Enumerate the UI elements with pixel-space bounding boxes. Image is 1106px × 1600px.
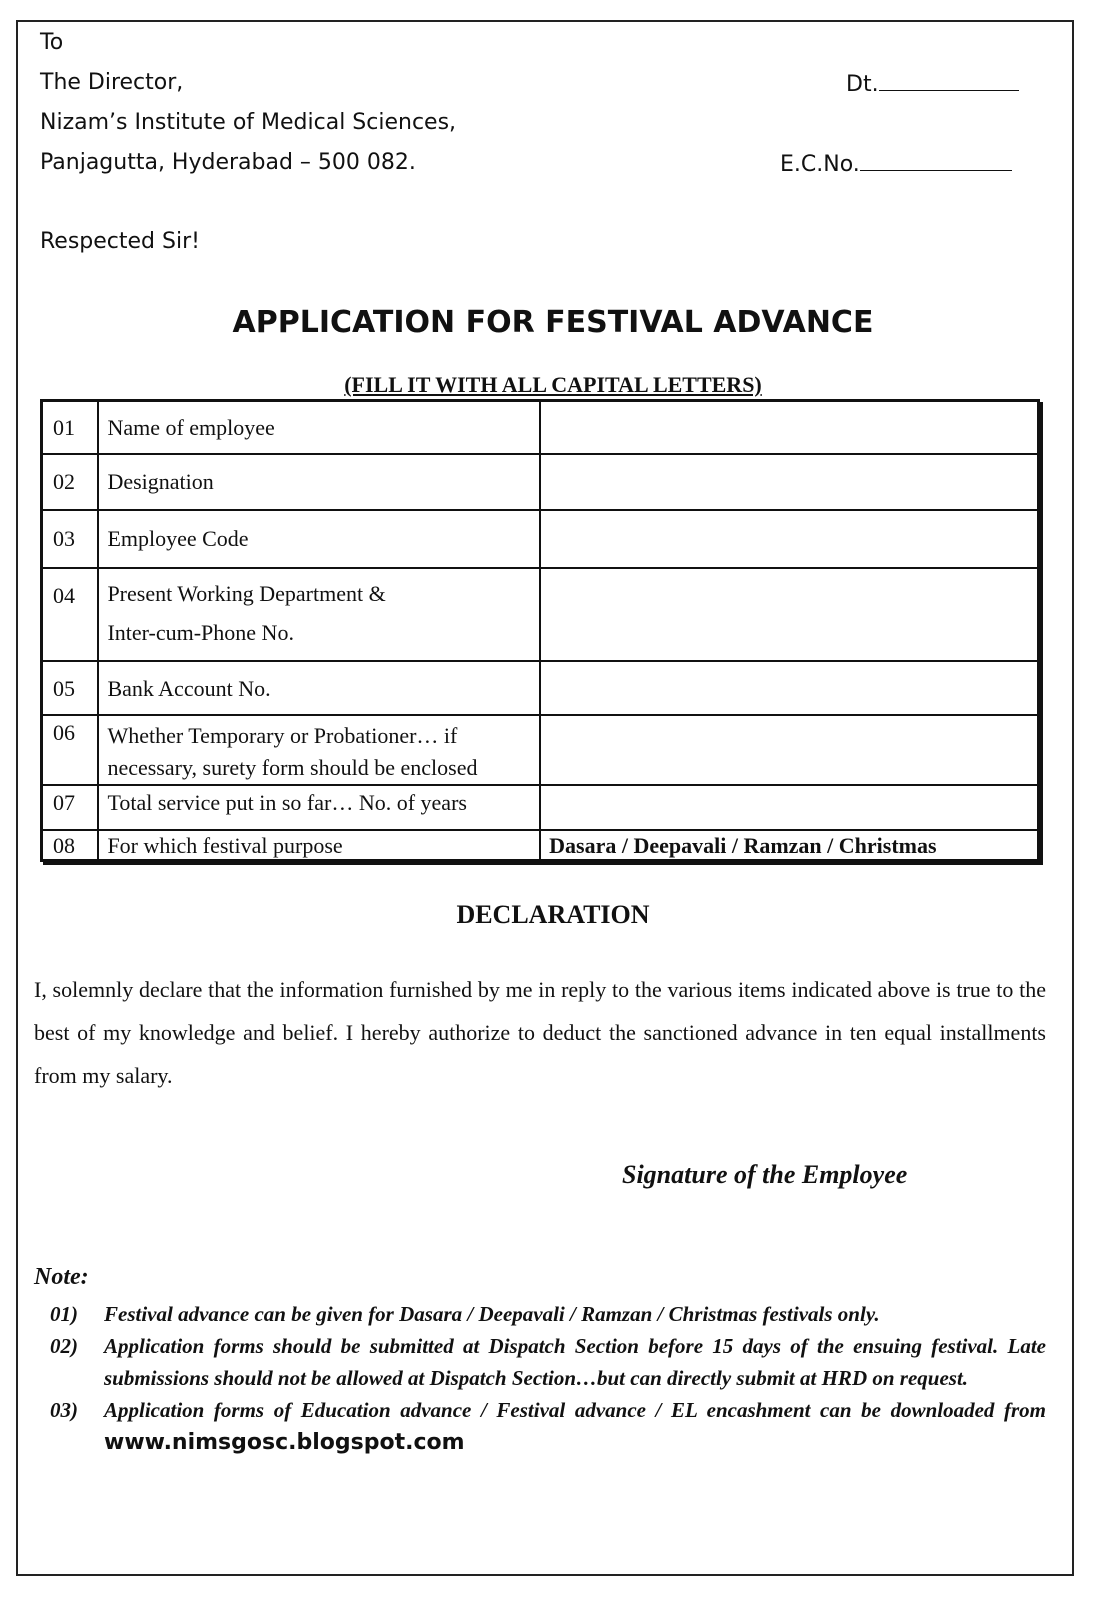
table-row bbox=[42, 510, 1039, 568]
note-number: 01) bbox=[50, 1302, 78, 1326]
date-label: Dt. bbox=[846, 72, 879, 97]
form-subtitle: (FILL IT WITH ALL CAPITAL LETTERS) bbox=[344, 372, 762, 397]
row-value-input[interactable] bbox=[540, 454, 1038, 510]
row-label: Designation bbox=[98, 454, 540, 510]
row-label: Whether Temporary or Probationer… if necessary, surety form should be enclosed bbox=[98, 715, 540, 785]
employee-signature-label: Signature of the Employee bbox=[622, 1160, 908, 1189]
row-number: 02 bbox=[42, 454, 99, 510]
note-text-container bbox=[104, 1394, 1046, 1459]
declaration-title: DECLARATION bbox=[456, 900, 650, 929]
download-link[interactable]: www.nimsgosc.blogspot.com bbox=[104, 1430, 465, 1455]
note-text: Application forms of Education advance / Festival advance / EL encashment can be downloaded from bbox=[104, 1398, 1046, 1422]
row-number: 04 bbox=[42, 568, 99, 661]
row-number: 03 bbox=[42, 510, 99, 568]
note-item bbox=[50, 1394, 1046, 1459]
row-label: Bank Account No. bbox=[98, 661, 540, 715]
table-row bbox=[42, 568, 1039, 661]
row-label-line-1: Present Working Department & bbox=[107, 580, 386, 606]
form-title: APPLICATION FOR FESTIVAL ADVANCE bbox=[232, 305, 874, 340]
row-number: 01 bbox=[42, 401, 99, 454]
table-row bbox=[42, 454, 1039, 510]
row-label-line-2: Inter-cum-Phone No. bbox=[107, 619, 294, 645]
ec-number-blank[interactable] bbox=[860, 150, 1012, 171]
date-blank[interactable] bbox=[879, 70, 1019, 91]
row-value-input[interactable] bbox=[540, 568, 1038, 661]
date-field[interactable] bbox=[846, 70, 1019, 98]
note-heading: Note: bbox=[34, 1264, 89, 1290]
note-list bbox=[50, 1298, 1046, 1459]
note-number: 03) bbox=[50, 1398, 78, 1422]
row-label: Employee Code bbox=[98, 510, 540, 568]
note-number: 02) bbox=[50, 1334, 78, 1358]
note-text: Festival advance can be given for Dasara / Deepavali / Ramzan / Christmas festivals only. bbox=[104, 1302, 880, 1326]
row-number: 08 bbox=[42, 830, 99, 861]
row-value-input[interactable] bbox=[540, 785, 1038, 830]
row-value-input[interactable] bbox=[540, 661, 1038, 715]
declaration-text: I, solemnly declare that the information furnished by me in reply to the various items indicated above is true to the best of my knowledge and belief. I hereby authorize to deduct the sanctioned advance in ten equal installments from my salary. bbox=[34, 977, 1046, 1088]
ec-number-label: E.C.No. bbox=[780, 152, 860, 177]
table-row bbox=[42, 715, 1039, 785]
row-number: 05 bbox=[42, 661, 99, 715]
table-row bbox=[42, 830, 1039, 861]
note-item bbox=[50, 1330, 1046, 1394]
table-row bbox=[42, 785, 1039, 830]
row-label bbox=[98, 568, 540, 661]
row-value-input[interactable] bbox=[540, 401, 1038, 454]
address-line-1: The Director, bbox=[40, 70, 184, 95]
salutation: Respected Sir! bbox=[40, 229, 200, 254]
row-label: Name of employee bbox=[98, 401, 540, 454]
row-label: For which festival purpose bbox=[98, 830, 540, 861]
note-text: Application forms should be submitted at Dispatch Section before 15 days of the ensuing festival. Late submissions should not be allowed at Dispatch Section…but can directly submit at HRD on request. bbox=[104, 1334, 1046, 1390]
ec-number-field[interactable] bbox=[780, 150, 1012, 178]
note-item bbox=[50, 1298, 1046, 1330]
row-value-input[interactable] bbox=[540, 715, 1038, 785]
address-line-3: Panjagutta, Hyderabad – 500 082. bbox=[40, 150, 416, 175]
row-label: Total service put in so far… No. of years bbox=[98, 785, 540, 830]
address-to: To bbox=[40, 30, 64, 55]
table-row bbox=[42, 661, 1039, 715]
row-number: 06 bbox=[42, 715, 99, 785]
row-value-input[interactable] bbox=[540, 510, 1038, 568]
address-line-2: Nizam’s Institute of Medical Sciences, bbox=[40, 110, 457, 135]
festival-options[interactable]: Dasara / Deepavali / Ramzan / Christmas bbox=[540, 830, 1038, 861]
application-form-table bbox=[40, 399, 1040, 862]
row-number: 07 bbox=[42, 785, 99, 830]
table-row bbox=[42, 401, 1039, 454]
